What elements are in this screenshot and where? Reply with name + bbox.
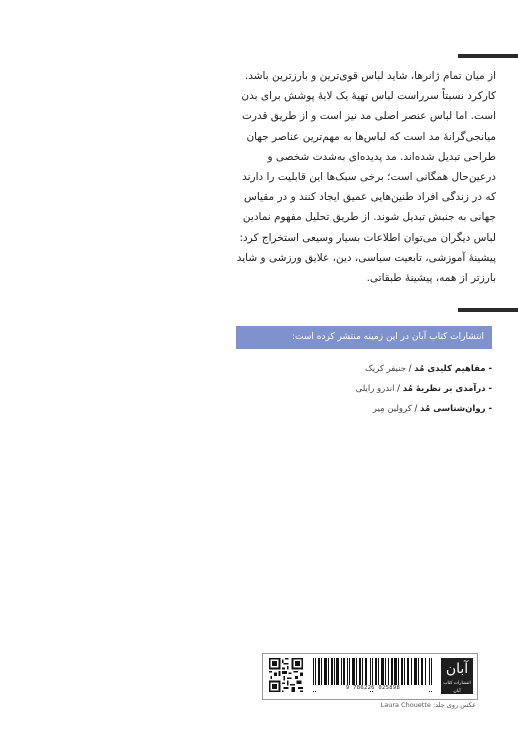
blurb-line: بارزتر از همه، پیشینهٔ طبقاتی. bbox=[366, 272, 496, 285]
book-separator: / bbox=[405, 364, 415, 374]
book-separator: / bbox=[411, 404, 421, 414]
blurb-line: طراحی تبدیل شده‌اند. مد پدیده‌ای به‌شدت شخصی و bbox=[267, 150, 496, 163]
book-author: جنیفر کریک bbox=[365, 364, 406, 374]
blurb-line: میانجی‌گرانهٔ مد است که لباس‌ها به مهم‌ترین عناصر جهان bbox=[246, 130, 496, 143]
blurb-text bbox=[184, 66, 496, 288]
book-title: - روان‌شناسی مُد bbox=[420, 404, 492, 414]
book-author: کرولین مِیر bbox=[372, 404, 412, 414]
publisher-banner: انتشارات کتاب آبان در این زمینه منتشر کرده است: bbox=[236, 326, 492, 349]
blurb-line: درعین‌حال همگانی است؛ برخی سبک‌ها این قابلیت را دارند bbox=[242, 171, 496, 184]
cover-photo-credit: عکس روی جلد: Laura Chouette bbox=[380, 701, 476, 709]
blurb-line: جهانی به جنبش تبدیل شوند. از طریق تحلیل مفهوم نمادین bbox=[242, 211, 496, 224]
book-title: - درآمدی بر نظریهٔ مُد bbox=[402, 384, 492, 394]
logo-text: انتشارات کتاب آبان bbox=[443, 681, 471, 694]
publisher-logo bbox=[441, 658, 473, 694]
book-title: - مفاهیم کلیدی مُد bbox=[414, 364, 492, 374]
list-item bbox=[236, 399, 492, 419]
blurb-line: کارکرد نسبتاً سرراست لباس تهیهٔ یک لایهٔ پوشش برای بدن bbox=[241, 90, 496, 103]
blurb-line: که در زندگی افراد طنین‌هایی عمیق ایجاد کنند و در مقیاس bbox=[244, 191, 496, 204]
blurb-line: پیشینهٔ آموزشی، تابعیت سیاسی، دین، علایق ورزشی و شاید bbox=[236, 251, 496, 264]
list-item bbox=[236, 359, 492, 379]
book-separator: / bbox=[394, 384, 403, 394]
qr-code-icon bbox=[269, 658, 303, 692]
book-author: اندرو رایلی bbox=[355, 384, 395, 394]
blurb-line: لباس دیگران می‌توان اطلاعات بسیار وسیعی استخراج کرد: bbox=[239, 231, 496, 244]
barcode-digits: 9 786226 025898 bbox=[311, 685, 435, 691]
middle-accent-bar bbox=[458, 308, 518, 312]
list-item bbox=[236, 379, 492, 399]
blurb-line: است. اما لباس عنصر اصلی مد نیز است و از طریق قدرت bbox=[241, 110, 496, 123]
top-accent-bar bbox=[458, 54, 518, 58]
related-books-list bbox=[236, 359, 492, 419]
logo-mark: آبان bbox=[445, 661, 469, 677]
blurb-line: از میان تمام ژانرها، شاید لباس قوی‌ترین و بارزترین باشد. bbox=[244, 70, 496, 82]
back-cover-panel bbox=[262, 653, 478, 700]
